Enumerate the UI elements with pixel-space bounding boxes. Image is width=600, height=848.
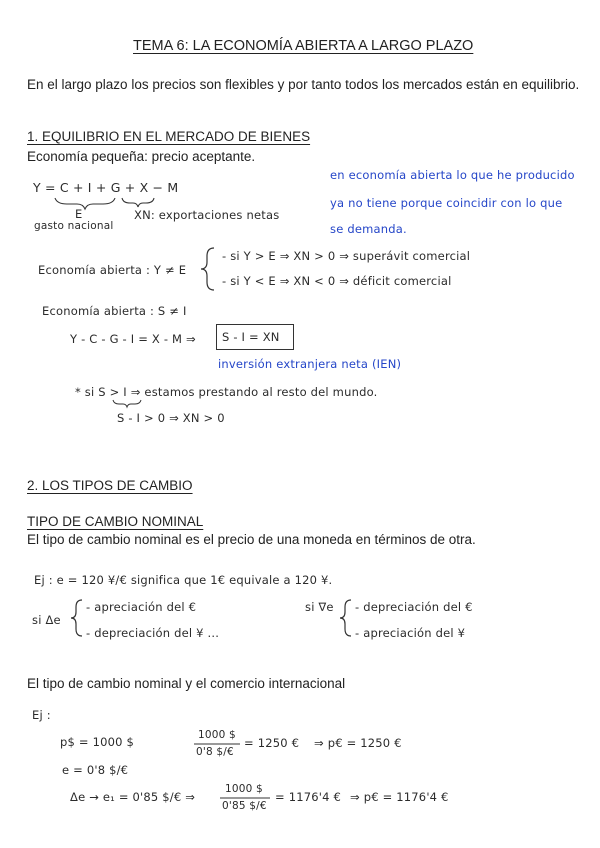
right-case-2: - apreciación del ¥ bbox=[355, 626, 466, 640]
example-2: Ej : bbox=[32, 708, 51, 722]
section1-heading: 1. EQUILIBRIO EN EL MERCADO DE BIENES bbox=[27, 129, 311, 144]
frac1-price-euro: ⇒ p€ = 1250 € bbox=[314, 736, 402, 750]
left-case-1: - apreciación del € bbox=[86, 600, 197, 614]
boxed-identity-text: S - I = XN bbox=[222, 330, 280, 344]
economia-abierta-y-e: Economía abierta : Y ≠ E bbox=[38, 263, 187, 277]
gasto-nacional-label: gasto nacional bbox=[34, 220, 114, 232]
e-value: e = 0'8 $/€ bbox=[62, 763, 129, 777]
frac2-price-euro: ⇒ p€ = 1176'4 € bbox=[350, 790, 449, 804]
trade-heading: El tipo de cambio nominal y el comercio internacional bbox=[27, 676, 346, 691]
star-line: * si S > I ⇒ estamos prestando al resto del mundo. bbox=[75, 385, 378, 399]
brace-under-s-i bbox=[113, 400, 141, 407]
nominal-heading: TIPO DE CAMBIO NOMINAL bbox=[27, 514, 204, 529]
left-prefix: si Δe bbox=[32, 613, 61, 627]
left-case-2: - depreciación del ¥ ... bbox=[86, 626, 220, 640]
case-deficit: - si Y < E ⇒ XN < 0 ⇒ déficit comercial bbox=[222, 274, 452, 288]
section2-heading: 2. LOS TIPOS DE CAMBIO bbox=[27, 478, 193, 493]
frac2-denominator: 0'85 $/€ bbox=[222, 800, 267, 812]
equation-main: Y = C + I + G + X − M bbox=[33, 180, 179, 195]
derivation-equation: Y - C - G - I = X - M ⇒ bbox=[70, 332, 196, 346]
blue-note-line-2: ya no tiene porque coincidir con lo que bbox=[330, 196, 563, 210]
brace-under-xm bbox=[122, 198, 154, 207]
frac1-numerator: 1000 $ bbox=[198, 729, 236, 741]
intro-text: En el largo plazo los precios son flexibles y por tanto todos los mercados están en equilibrio. bbox=[27, 77, 580, 92]
section1-subtitle: Economía pequeña: precio aceptante. bbox=[27, 149, 256, 164]
brace-right-cases bbox=[340, 600, 351, 636]
blue-note-line-3: se demanda. bbox=[330, 222, 407, 236]
brace-left-cases bbox=[71, 600, 82, 636]
nominal-definition: El tipo de cambio nominal es el precio de una moneda en términos de otra. bbox=[27, 532, 476, 547]
star-subline: S - I > 0 ⇒ XN > 0 bbox=[117, 411, 225, 425]
delta-e-line: Δe → e₁ = 0'85 $/€ ⇒ bbox=[70, 790, 196, 804]
ien-label: inversión extranjera neta (IEN) bbox=[218, 357, 402, 371]
xn-definition: XN: exportaciones netas bbox=[134, 208, 280, 222]
brace-E-label: E bbox=[75, 207, 83, 221]
page-title: TEMA 6: LA ECONOMÍA ABIERTA A LARGO PLAZO bbox=[133, 38, 474, 54]
p-dollar: p$ = 1000 $ bbox=[60, 735, 135, 749]
frac1-result: = 1250 € bbox=[244, 736, 300, 750]
frac1-denominator: 0'8 $/€ bbox=[196, 746, 234, 758]
right-prefix: si ∇e bbox=[305, 600, 334, 614]
brace-under-cig bbox=[55, 198, 115, 209]
right-case-1: - depreciación del € bbox=[355, 600, 473, 614]
case-superavit: - si Y > E ⇒ XN > 0 ⇒ superávit comercial bbox=[222, 249, 471, 263]
example-1: Ej : e = 120 ¥/€ significa que 1€ equivale a 120 ¥. bbox=[34, 573, 333, 587]
blue-note-line-1: en economía abierta lo que he producido bbox=[330, 168, 575, 182]
brace-cases-1 bbox=[201, 248, 214, 290]
frac2-numerator: 1000 $ bbox=[225, 783, 263, 795]
frac2-result: = 1176'4 € bbox=[275, 790, 342, 804]
economia-abierta-s-i: Economía abierta : S ≠ I bbox=[42, 304, 187, 318]
